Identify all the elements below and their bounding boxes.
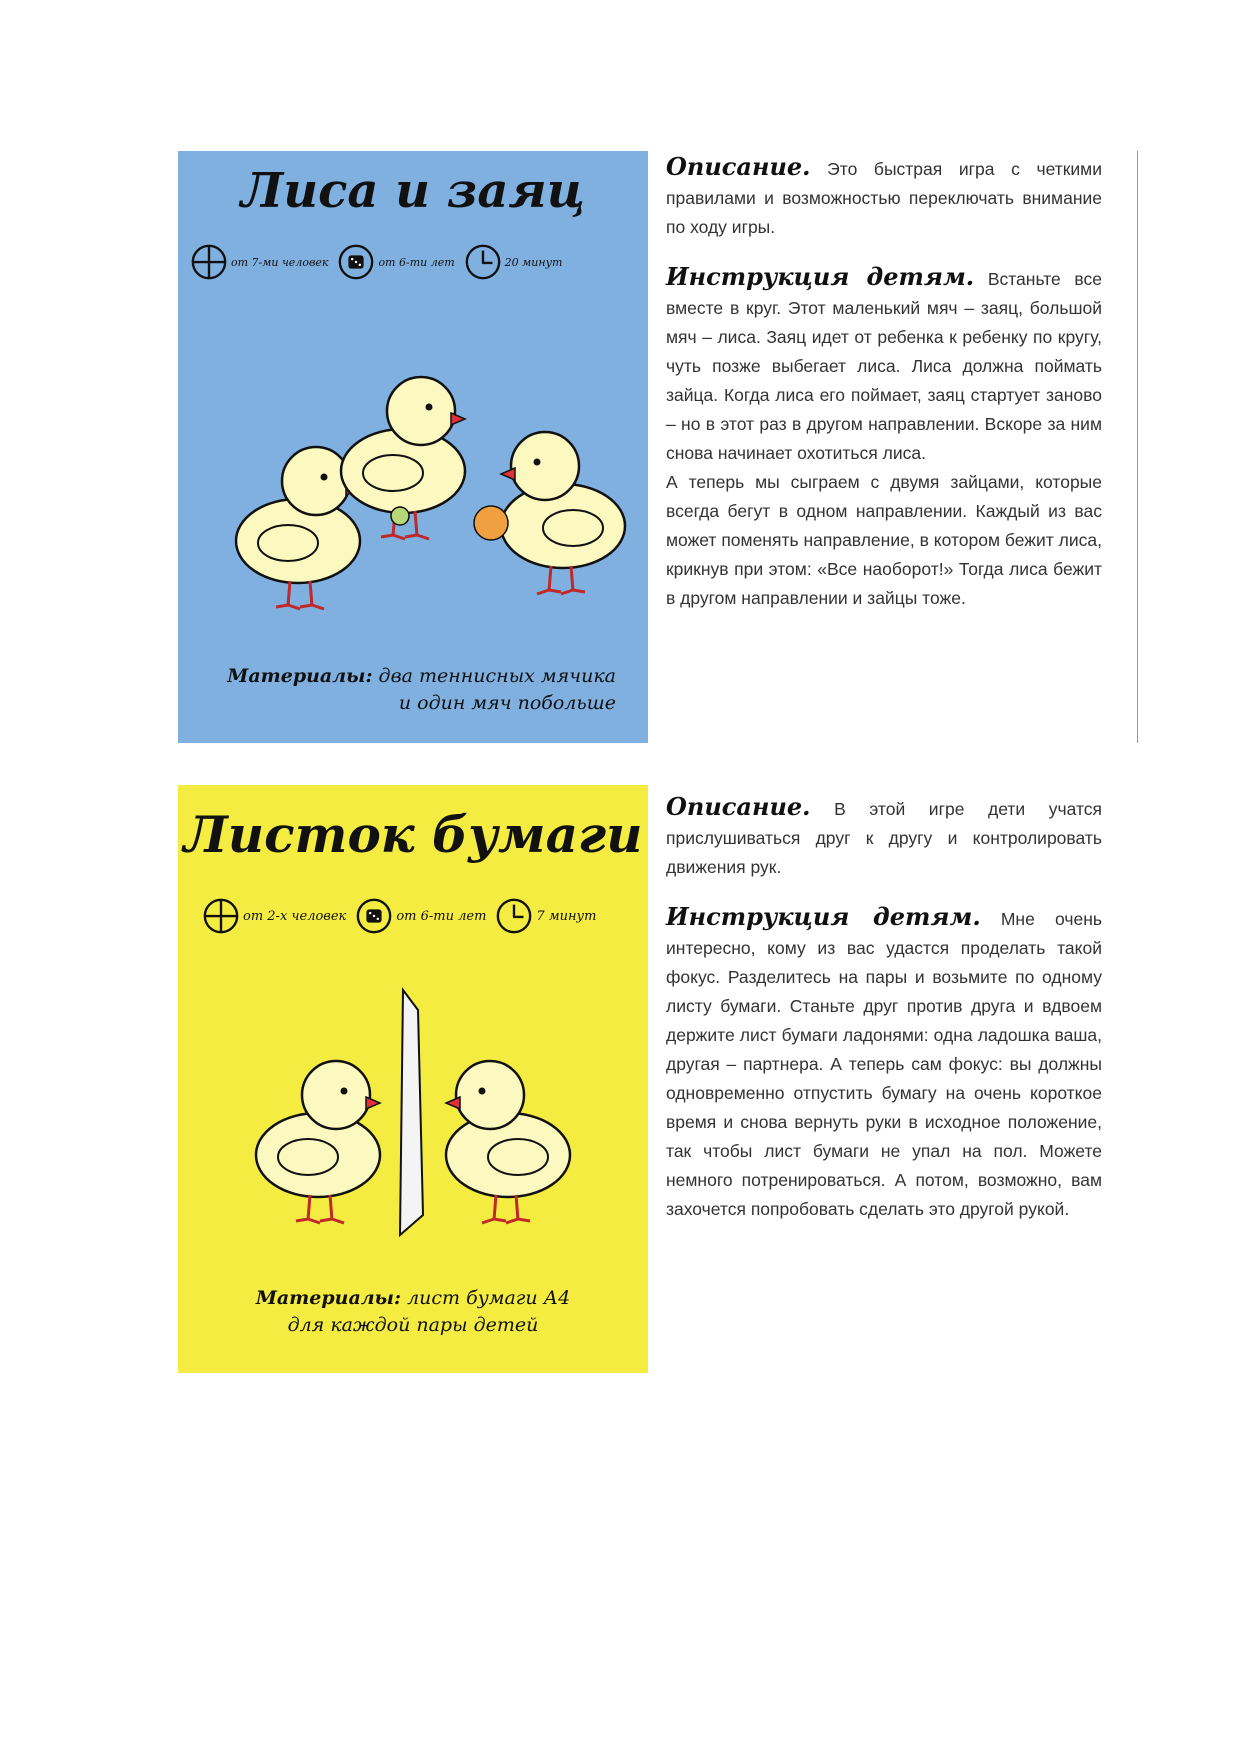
clock-icon [495,897,533,935]
players-icon [202,897,240,935]
description-heading: Описание. [666,152,811,181]
players-count: от 2-х человек [243,908,347,924]
duration: 7 минут [536,908,597,924]
divider [1137,151,1138,743]
materials-line1: лист бумаги А4 [407,1287,571,1309]
dice-icon [355,897,393,935]
materials-label: Материалы: [255,1287,402,1309]
instruction-heading: Инструкция детям. [666,902,981,931]
materials-line2: и один мяч побольше [398,692,616,714]
materials-line1: два теннисных мячика [378,665,616,687]
age-range: от 6-ти лет [378,255,455,269]
age-range: от 6-ти лет [396,908,487,924]
materials [227,663,616,717]
section-paper-sheet [178,785,1138,1373]
game-description-fox-hare [666,152,1102,633]
description-text: Это быстрая игра с четкими правилами и возможностью переключать внимание по ходу игры. [666,159,1102,237]
game-meta [202,897,636,935]
paper-sheet-icon [400,990,423,1235]
game-description-paper-sheet [666,792,1102,1244]
players-icon [190,243,228,281]
game-card-fox-hare [178,151,648,743]
instruction-text: Встаньте все вместе в круг. Этот маленький мяч – заяц, большой мяч – лиса. Заяц идет от ребенка к ребенку по кругу, чуть позже выбегает лиса. Лиса должна поймать зайца. Когда лиса его поймает, заяц стартует заново – но в этот раз в другом направлении. Вскоре за ним снова начинает охотиться лиса. [666,269,1102,463]
materials [178,1285,648,1339]
instruction-text: Мне очень интересно, кому из вас удастся проделать такой фокус. Разделитесь на пары и возьмите по одному листу бумаги. Станьте друг против друга и вдвоем держите лист бумаги ладонями: одна ладошка ваша, другая – партнера. А теперь сам фокус: вы должны одновременно отпустить бумагу на очень короткое время и снова вернуть руки в исходное положение, так чтобы лист бумаги не упал на пол. Можете немного потренироваться. А потом, возможно, вам захочется попробовать сделать это другой рукой. [666,909,1102,1219]
players-count: от 7-ми человек [231,255,329,269]
clock-icon [464,243,502,281]
big-ball-icon [474,506,508,540]
game-card-paper-sheet [178,785,648,1373]
section-fox-hare [178,151,1138,743]
instruction-continued: А теперь мы сыграем с двумя зайцами, которые всегда бегут в одном направлении. Каждый из вас может поменять направление, в котором бежит лиса, крикнув при этом: «Все наоборот!» Тогда лиса бежит в другом направлении и зайцы тоже. [666,472,1102,608]
game-title: Листок бумаги [183,805,643,864]
duration: 20 минут [504,255,563,269]
instruction-heading: Инструкция детям. [666,262,975,291]
game-meta [190,243,636,281]
description-text: В этой игре дети учатся прислушиваться друг к другу и контролировать движения рук. [666,799,1102,877]
description-heading: Описание. [666,792,811,821]
tennis-ball-icon [391,507,409,525]
dice-icon [337,243,375,281]
materials-line2: для каждой пары детей [287,1314,539,1336]
game-title: Лиса и заяц [240,163,586,219]
chicks-illustration [178,970,648,1270]
chicks-illustration [178,301,648,631]
materials-label: Материалы: [227,665,373,687]
